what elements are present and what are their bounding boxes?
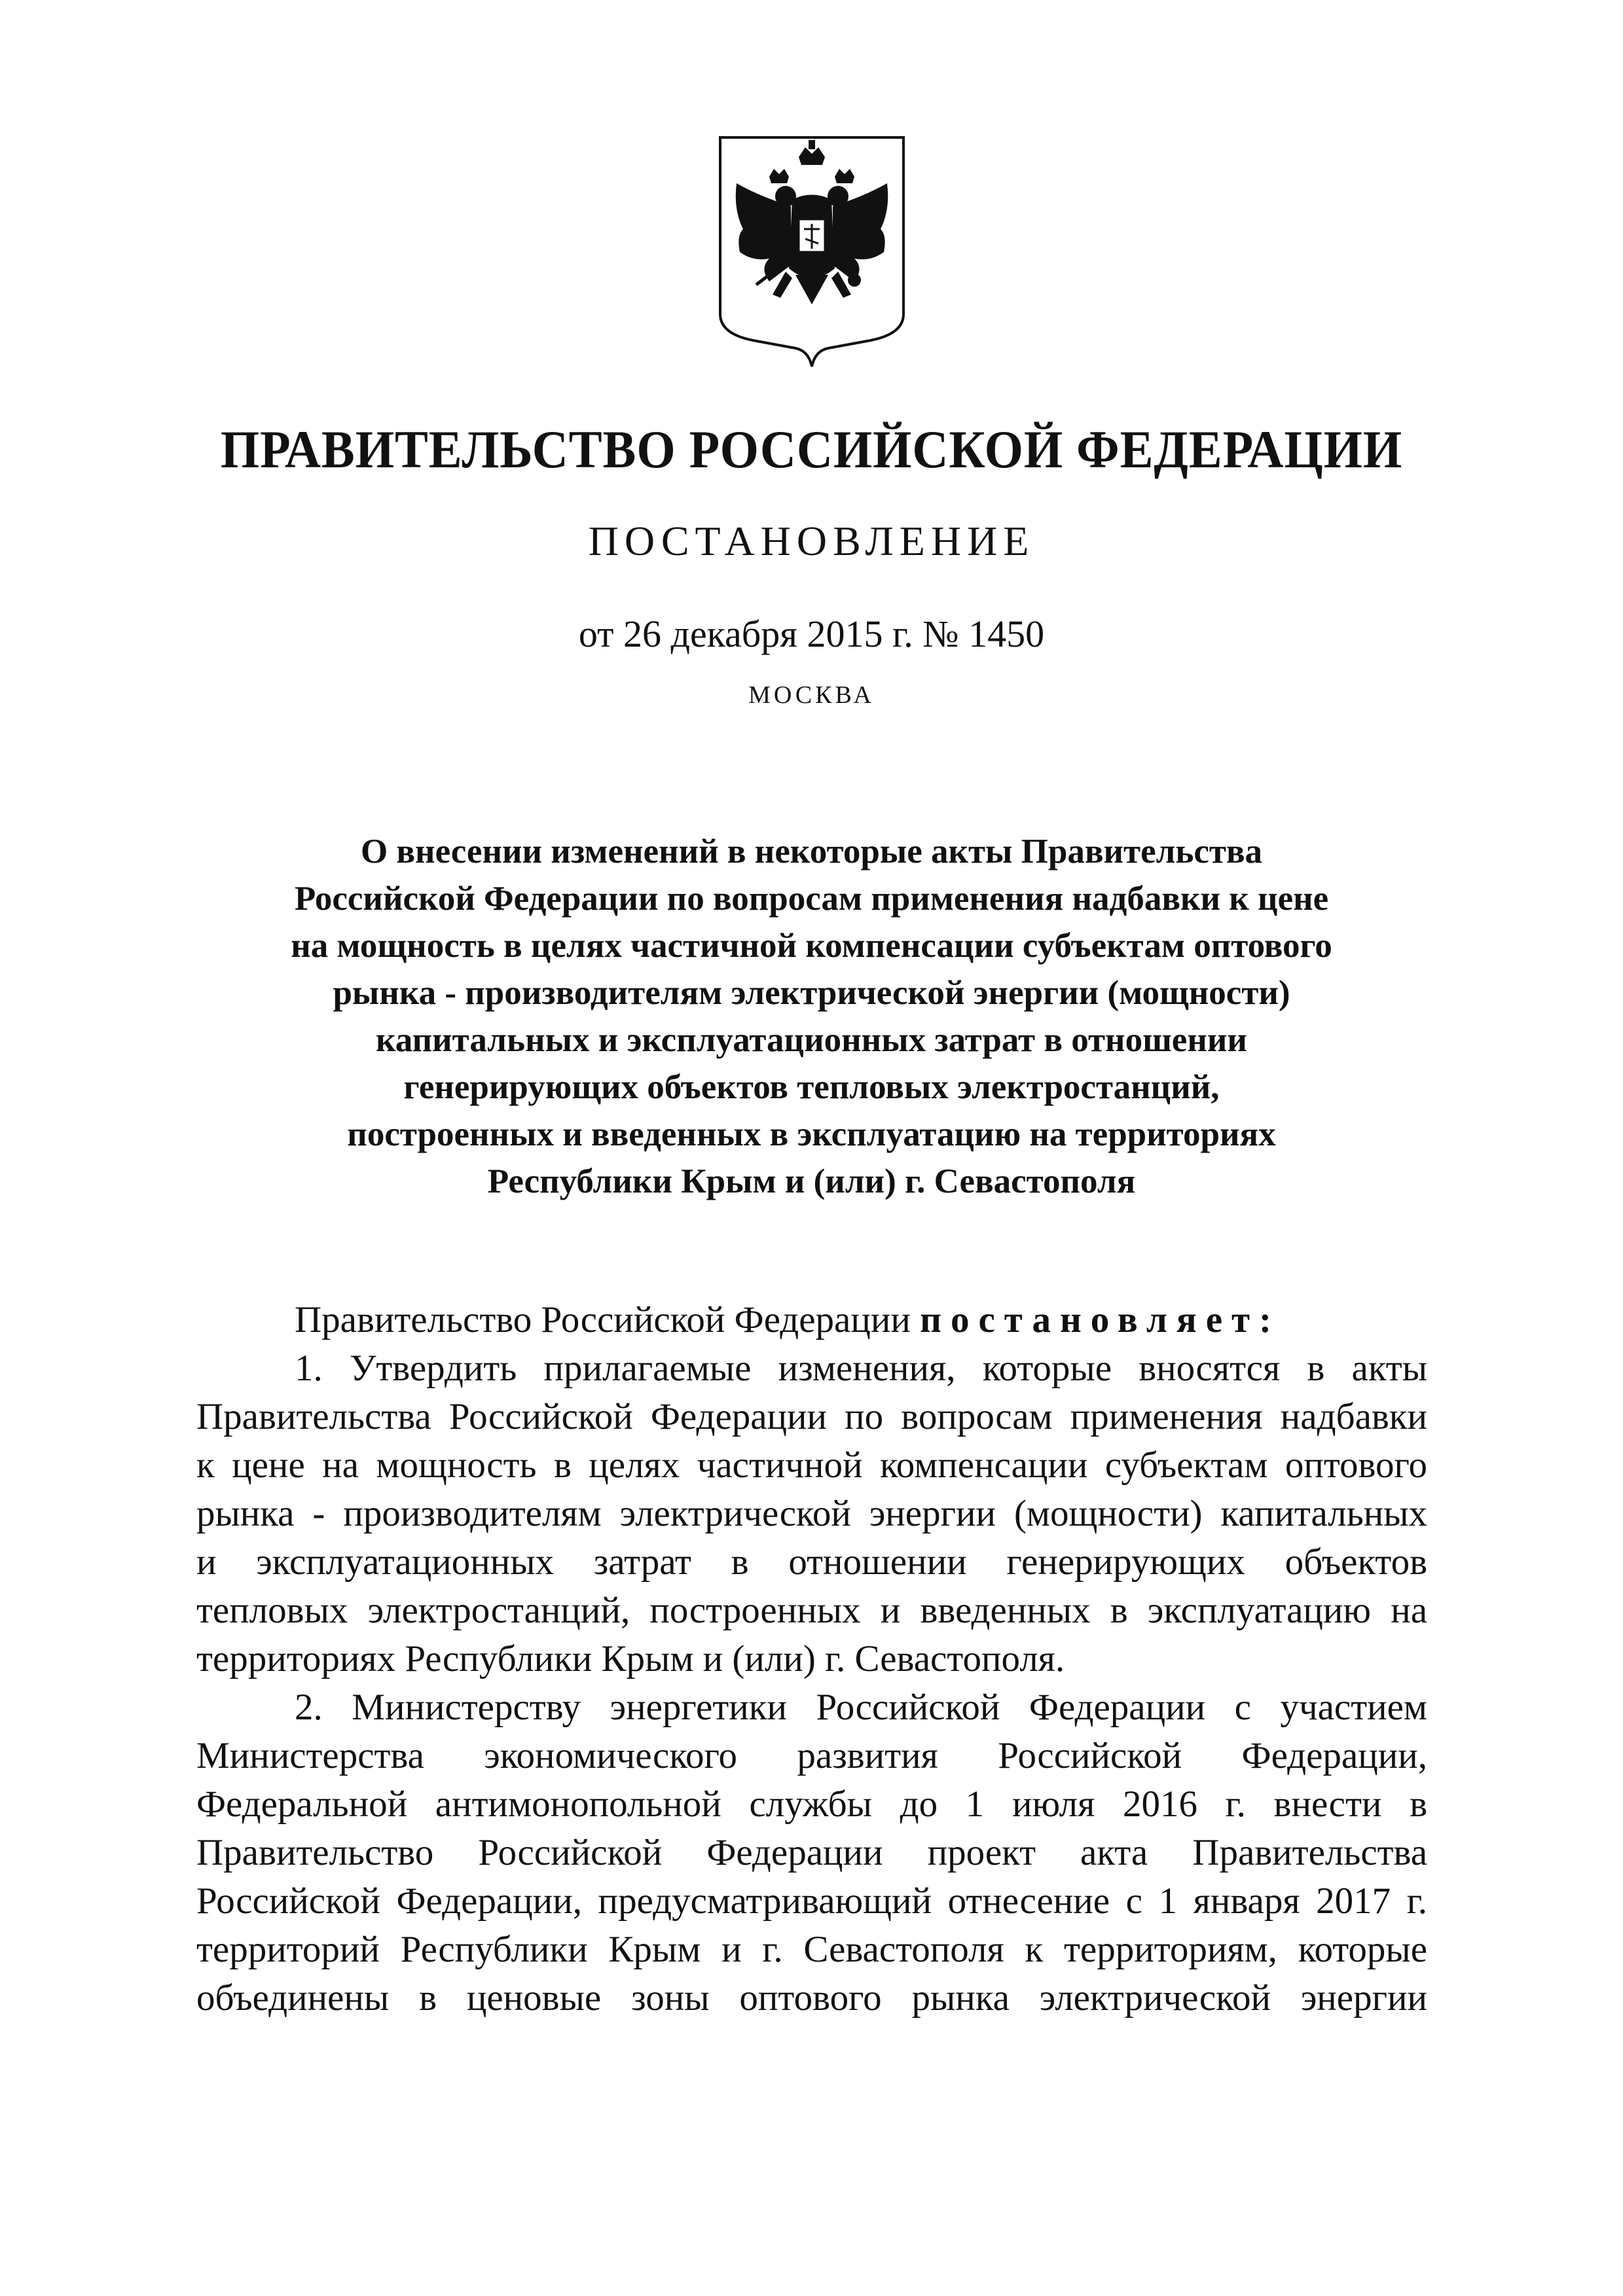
paragraph-2-line: 2. Министерству энергетики Российской Федерации с участием [295,1687,1427,1728]
paragraph-1-line: рынка - производителям электрической энергии (мощности) капитальных [196,1493,1427,1534]
paragraph-2-line: Правительство Российской Федерации проект акта Правительства [196,1832,1427,1873]
paragraph-1-line: 1. Утвердить прилагаемые изменения, которые вносятся в акты [295,1348,1427,1389]
paragraph-2-line: территорий Республики Крым и г. Севастополя к территориям, которые [196,1929,1427,1970]
intro-line [196,1296,1427,1344]
subject-line: капитальных и эксплуатационных затрат в отношении [376,1021,1247,1059]
intro-text: Правительство Российской Федерации [295,1299,921,1340]
document-body [196,1296,1427,2022]
subject-line: генерирующих объектов тепловых электростанций, [403,1068,1220,1106]
paragraph-1-line: тепловых электростанций, построенных и введенных в эксплуатацию на [196,1590,1427,1631]
document-type: ПОСТАНОВЛЕНИЕ [588,518,1035,564]
coat-of-arms-icon [707,131,917,373]
paragraph-2-line: Федеральной антимонопольной службы до 1 июля 2016 г. внести в [196,1784,1427,1825]
subject-line: Российской Федерации по вопросам применения надбавки к цене [294,880,1329,918]
document-city: МОСКВА [748,681,875,709]
paragraph-1-line: и эксплуатационных затрат в отношении генерирующих объектов [196,1541,1427,1583]
document-subject [157,828,1466,1205]
paragraph-1-line: территориях Республики Крым и (или) г. Севастополя. [196,1638,1065,1679]
paragraph-1-line: к цене на мощность в целях частичной компенсации субъектам оптового [196,1444,1427,1486]
paragraph-2-line: Российской Федерации, предусматривающий отнесение с 1 января 2017 г. [196,1880,1427,1922]
document-date-number: от 26 декабря 2015 г. № 1450 [578,613,1045,655]
government-title: ПРАВИТЕЛЬСТВО РОССИЙСКОЙ ФЕДЕРАЦИИ [220,420,1403,479]
subject-line: построенных и введенных в эксплуатацию на территориях [347,1115,1276,1153]
subject-line: рынка - производителям электрической энергии (мощности) [333,974,1290,1012]
subject-line: Республики Крым и (или) г. Севастополя [487,1162,1136,1200]
subject-line: О внесении изменений в некоторые акты Правительства [360,833,1263,870]
subject-line: на мощность в целях частичной компенсации субъектам оптового [291,927,1332,965]
paragraph-2-line: Министерства экономического развития Российской Федерации, [196,1735,1427,1776]
decree-word: постановляет: [920,1299,1281,1340]
paragraph-2-line: объединены в ценовые зоны оптового рынка электрической энергии [196,1977,1427,2018]
paragraph-1-line: Правительства Российской Федерации по вопросам применения надбавки [196,1396,1427,1437]
